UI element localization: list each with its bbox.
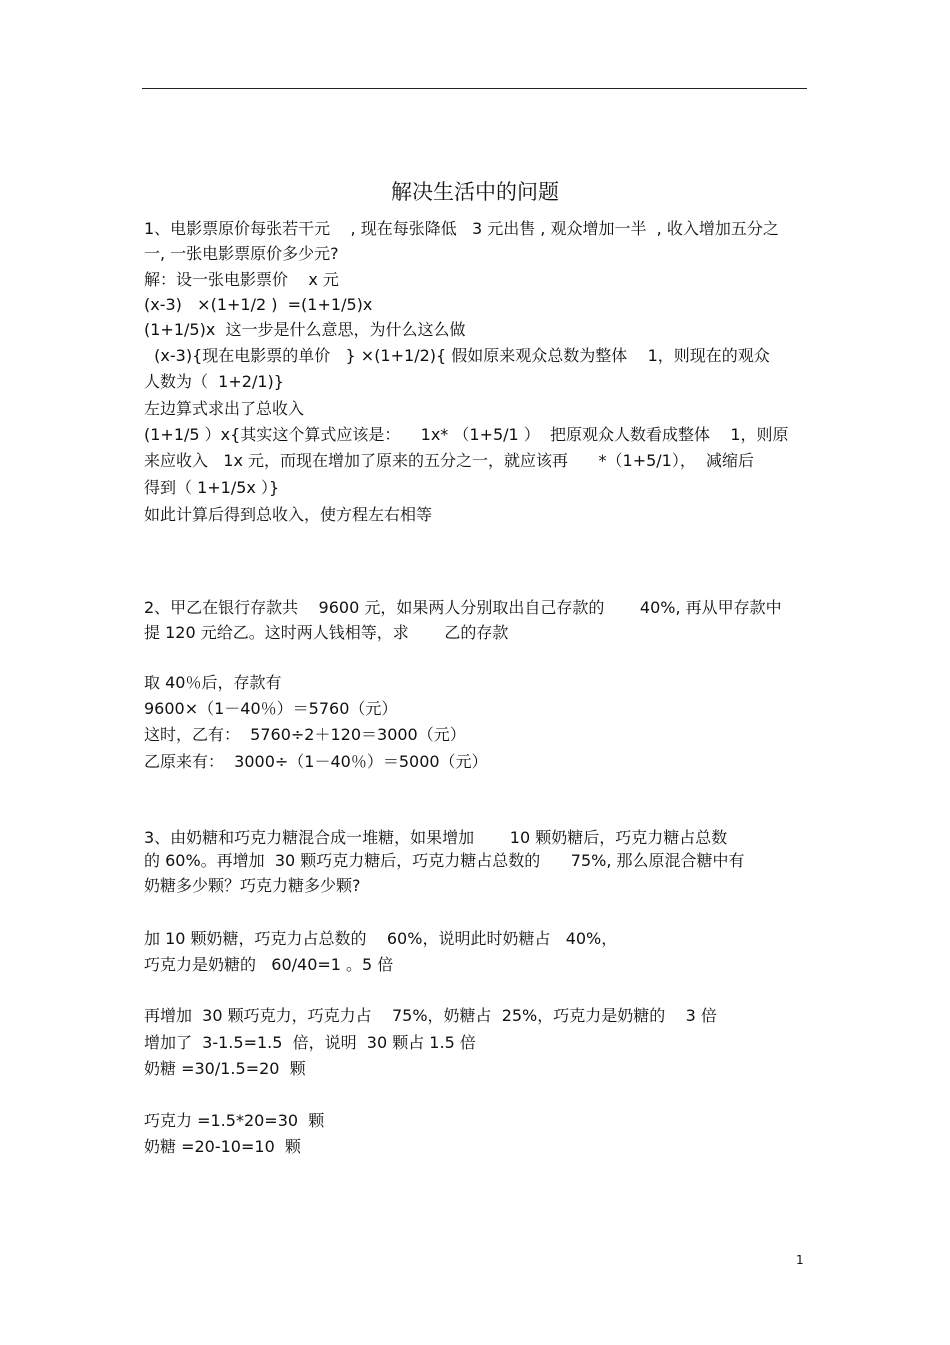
text-line: 左边算式求出了总收入 — [144, 399, 305, 418]
text-line: 的 60%。再增加 30 颗巧克力糖后，巧克力糖占总数的 75%, 那么原混合糖中有 — [144, 851, 745, 870]
text-line: 加 10 颗奶糖，巧克力占总数的 60%，说明此时奶糖占 40%， — [144, 929, 618, 948]
text-line: 这时，乙有： 5760÷2＋120＝3000（元） — [144, 725, 466, 744]
header-rule — [142, 88, 807, 89]
text-line: 乙原来有： 3000÷（1－40％）＝5000（元） — [144, 752, 488, 771]
text-line: 9600×（1－40％）＝5760（元） — [144, 699, 398, 718]
text-line: (x-3) ×(1+1/2 ) =(1+1/5)x — [144, 295, 373, 314]
text-line: 巧克力 =1.5*20=30 颗 — [144, 1111, 325, 1130]
text-line: 如此计算后得到总收入，使方程左右相等 — [144, 505, 433, 524]
text-line: 奶糖 =20-10=10 颗 — [144, 1137, 301, 1156]
text-line: 奶糖 =30/1.5=20 颗 — [144, 1059, 306, 1078]
text-line: 人数为（ 1+2/1)} — [144, 372, 284, 391]
text-line: 一, 一张电影票原价多少元? — [144, 244, 339, 263]
text-line: 3、由奶糖和巧克力糖混合成一堆糖，如果增加 10 颗奶糖后，巧克力糖占总数 — [144, 828, 728, 847]
text-line: 提 120 元给乙。这时两人钱相等，求 乙的存款 — [144, 623, 509, 642]
text-line: (1+1/5)x 这一步是什么意思，为什么这么做 — [144, 320, 466, 339]
text-line: 奶糖多少颗？巧克力糖多少颗? — [144, 876, 361, 895]
text-line: (x-3){现在电影票的单价 } ×(1+1/2){ 假如原来观众总数为整体 1，则现在的观众 — [144, 346, 770, 365]
text-line: 得到（ 1+1/5x ）} — [144, 478, 280, 497]
text-line: 增加了 3-1.5=1.5 倍，说明 30 颗占 1.5 倍 — [144, 1033, 476, 1052]
text-line: 巧克力是奶糖的 60/40=1 。5 倍 — [144, 955, 394, 974]
text-line: 解：设一张电影票价 x 元 — [144, 270, 339, 289]
text-line: (1+1/5 ）x{其实这个算式应该是： 1x* （1+5/1 ） 把原观众人数看成整体 1，则原 — [144, 425, 789, 444]
text-line: 来应收入 1x 元，而现在增加了原来的五分之一，就应该再 *（1+5/1）， 减缩后 — [144, 451, 755, 470]
text-line: 1、电影票原价每张若干元 , 现在每张降低 3 元出售 , 观众增加一半 , 收入增加五分之 — [144, 219, 779, 238]
text-line: 2、甲乙在银行存款共 9600 元，如果两人分别取出自己存款的 40%, 再从甲存款中 — [144, 598, 782, 617]
text-line: 取 40％后，存款有 — [144, 673, 282, 692]
page-title: 解决生活中的问题 — [391, 180, 559, 204]
text-line: 再增加 30 颗巧克力，巧克力占 75%，奶糖占 25%，巧克力是奶糖的 3 倍 — [144, 1006, 717, 1025]
page-number: 1 — [796, 1253, 804, 1267]
